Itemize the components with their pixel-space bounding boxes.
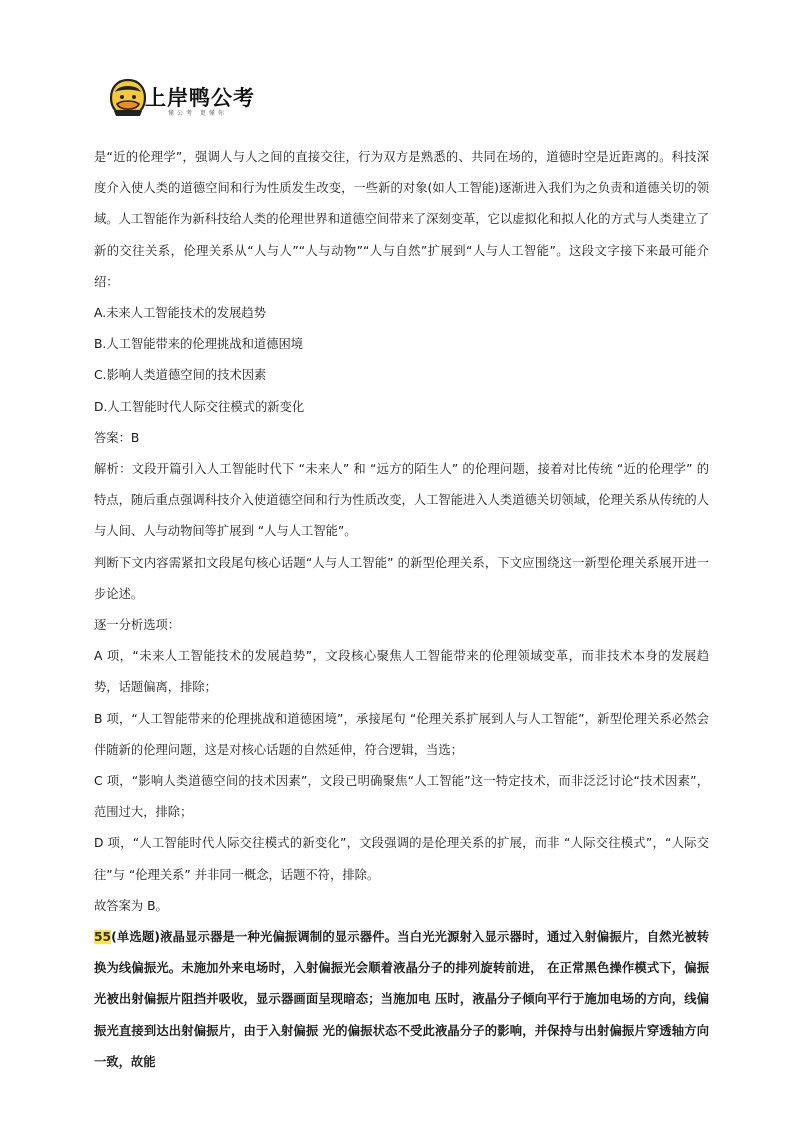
- question-55: [94, 922, 709, 1078]
- analysis-paragraph: 解析：文段开篇引入人工智能时代下 “未来人” 和 “远方的陌生人” 的伦理问题，接着对比传统 “近的伦理学” 的特点，随后重点强调科技介入使道德空间和行为性质改变，人工智能进入人类道德关切领域，伦理关系从传统的人与人间、人与动物间等扩展到 “人与人工智能”。: [94, 462, 709, 539]
- option-b: B.人工智能带来的伦理挑战和道德困境: [94, 337, 304, 352]
- question-text: (单选题)液晶显示器是一种光偏振调制的显示器件。当白光光源射入显示器时，通过入射偏振片，自然光被转换为线偏振光。未施加外来电场时，入射偏振光会顺着液晶分子的排列旋转前进， 在正常黑色操作模式下，偏振光被出射偏振片阻挡并吸收，显示器画面呈现暗态；当施加电 压时，液晶分子倾向平行于施加电场的方向，线偏振光直接到达出射偏振片，由于入射偏振 光的偏振状态不受此液晶分子的影响，并保持与出射偏振片穿透轴方向一致，故能: [94, 930, 709, 1069]
- duck-mascot-icon: [108, 78, 148, 120]
- analysis-paragraph: 判断下文内容需紧扣文段尾句核心话题“人与人工智能” 的新型伦理关系，下文应围绕这一新型伦理关系展开进一步论述。: [94, 555, 709, 601]
- option-d: D.人工智能时代人际交往模式的新变化: [94, 399, 305, 414]
- question-number-highlight: 55: [94, 930, 112, 945]
- option-c-analysis: C 项，“影响人类道德空间的技术因素”，文段已明确聚焦“人工智能”这一特定技术，而非泛泛讨论“技术因素”，范围过大，排除；: [94, 774, 709, 820]
- conclusion-line: 故答案为 B。: [94, 898, 168, 913]
- document-body: [94, 142, 709, 1078]
- answer-line: 答案：B: [94, 430, 140, 445]
- option-b-analysis: B 项，“人工智能带来的伦理挑战和道德困境”，承接尾句 “伦理关系扩展到人与人工智能”，新型伦理关系必然会伴随新的伦理问题，这是对核心话题的自然延伸，符合逻辑，当选；: [94, 711, 709, 757]
- option-a: A.未来人工智能技术的发展趋势: [94, 306, 266, 321]
- option-c: C.影响人类道德空间的技术因素: [94, 368, 267, 383]
- brand-slogan: 懂公考 更懂你: [168, 110, 227, 117]
- passage-paragraph: 是“近的伦理学”，强调人与人之间的直接交往，行为双方是熟悉的、共同在场的，道德时空是近距离的。科技深度介入使人类的道德空间和行为性质发生改变，一些新的对象(如人工智能)逐渐进入我们为之负责和道德关切的领域。人工智能作为新科技给人类的伦理世界和道德空间带来了深刻变革，它以虚拟化和拟人化的方式与人类建立了新的交往关系，伦理关系从“人与人”“人与动物”“人与自然”扩展到“人与人工智能”。这段文字接下来最可能介绍：: [94, 150, 709, 289]
- option-d-analysis: D 项，“人工智能时代人际交往模式的新变化”，文段强调的是伦理关系的扩展，而非 “人际交往模式”，“人际交往”与 “伦理关系” 并非同一概念，话题不符，排除。: [94, 836, 709, 882]
- brand-logo: [108, 78, 258, 122]
- brand-title: 上岸鸭公考: [145, 86, 255, 110]
- analysis-heading: 逐一分析选项：: [94, 618, 181, 633]
- option-a-analysis: A 项，“未来人工智能技术的发展趋势”，文段核心聚焦人工智能带来的伦理领域变革，而非技术本身的发展趋势，话题偏离，排除；: [94, 649, 709, 695]
